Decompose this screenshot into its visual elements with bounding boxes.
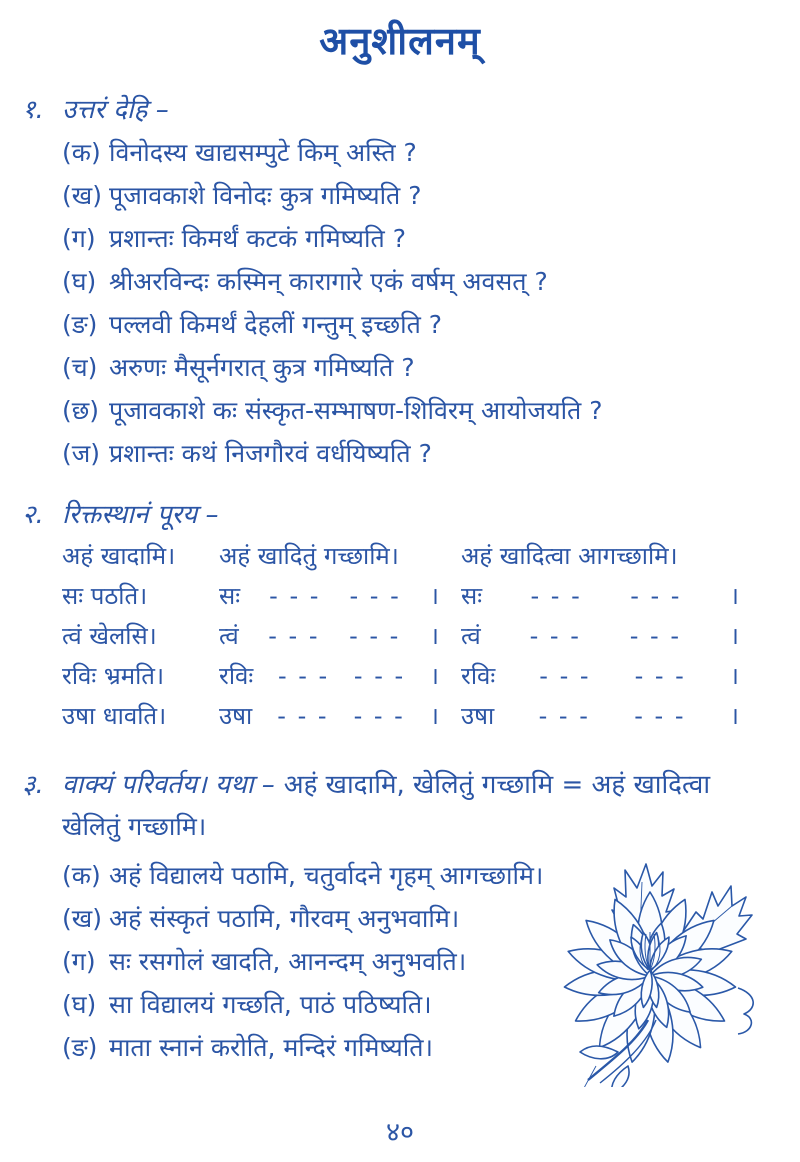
pronoun: त्वं <box>219 622 239 650</box>
table-blank-cell <box>219 661 439 691</box>
item-label: (ज) <box>62 439 101 468</box>
question-item <box>62 308 792 342</box>
question-item <box>62 265 792 299</box>
item-label: (ग) <box>62 224 96 253</box>
section-answer-questions <box>22 90 792 471</box>
table-sentence: त्वं खेलसि। <box>62 622 157 650</box>
item-label: (ङ) <box>62 310 98 339</box>
danda-mark: । <box>729 622 739 650</box>
question-item <box>62 179 792 213</box>
blank-line: - - - <box>268 622 320 650</box>
danda-mark: । <box>429 622 439 650</box>
question-item <box>62 437 792 471</box>
table-blank-cell <box>219 581 439 611</box>
danda-mark: । <box>729 702 739 730</box>
blank-line: - - - <box>530 582 582 610</box>
item-label: (ग) <box>62 947 96 976</box>
pronoun: सः <box>461 582 483 610</box>
danda-mark: । <box>729 582 739 610</box>
pronoun: उषा <box>219 702 253 730</box>
question-item <box>62 222 792 256</box>
pronoun: त्वं <box>461 622 481 650</box>
section1-number: १. <box>22 95 44 125</box>
item-text: पूजावकाशे विनोदः कुत्र गमिष्यति ? <box>109 181 422 210</box>
blank-line: - - - <box>630 582 682 610</box>
item-text: सा विद्यालयं गच्छति, पाठं पठिष्यति। <box>109 990 432 1019</box>
pronoun: सः <box>219 582 241 610</box>
table-blank-cell <box>461 661 739 691</box>
blank-line: - - - <box>277 702 329 730</box>
danda-mark: । <box>429 582 439 610</box>
item-label: (ङ) <box>62 1033 98 1062</box>
blank-line: - - - <box>529 622 581 650</box>
pronoun: रविः <box>219 662 254 690</box>
section1-heading <box>22 90 792 126</box>
section2-heading-text: रिक्तस्थानं पूरय – <box>62 500 219 530</box>
blank-line: - - - <box>349 582 401 610</box>
blank-line: - - - <box>269 582 321 610</box>
fill-blank-table <box>62 541 792 741</box>
section3-heading <box>22 765 792 801</box>
section3-number: ३. <box>22 770 44 800</box>
item-text: अरुणः मैसूर्नगरात् कुत्र गमिष्यति ? <box>109 353 415 382</box>
blank-line: - - - <box>634 702 686 730</box>
item-label: (च) <box>62 353 98 382</box>
table-blank-cell <box>461 581 739 611</box>
item-text: माता स्नानं करोति, मन्दिरं गमिष्यति। <box>109 1033 434 1062</box>
blank-line: - - - <box>629 622 681 650</box>
danda-mark: । <box>729 662 739 690</box>
blank-line: - - - <box>538 702 590 730</box>
blank-line: - - - <box>349 622 401 650</box>
danda-mark: । <box>429 702 439 730</box>
item-label: (ख) <box>62 181 102 210</box>
question-item <box>62 136 792 170</box>
table-header-cell: अहं खादित्वा आगच्छामि। <box>461 542 678 570</box>
item-label: (घ) <box>62 267 97 296</box>
section2-number: २. <box>22 500 44 530</box>
table-sentence: सः पठति। <box>62 582 148 610</box>
page-number: ४० <box>385 1117 415 1148</box>
item-text: पूजावकाशे कः संस्कृत-सम्भाषण-शिविरम् आयोजयति ? <box>109 396 603 425</box>
pronoun: उषा <box>461 702 495 730</box>
table-header-cell: अहं खादितुं गच्छामि। <box>219 542 399 570</box>
item-text: सः रसगोलं खादति, आनन्दम् अनुभवति। <box>109 947 467 976</box>
item-text: प्रशान्तः कथं निजगौरवं वर्धयिष्यति ? <box>109 439 432 468</box>
section2-heading <box>22 495 792 531</box>
blank-line: - - - <box>277 662 330 690</box>
item-text: पल्लवी किमर्थं देहलीं गन्तुम् इच्छति ? <box>109 310 443 339</box>
item-label: (क) <box>62 861 101 890</box>
blank-line: - - - <box>353 662 406 690</box>
item-label: (घ) <box>62 990 97 1019</box>
section3-example: अहं खादामि, खेलितुं गच्छामि = अहं खादित्वा <box>283 770 711 800</box>
table-sentence: उषा धावति। <box>62 702 167 730</box>
section1-heading-text: उत्तरं देहि – <box>62 95 169 125</box>
page-title: अनुशीलनम् <box>319 19 481 63</box>
item-label: (छ) <box>62 396 100 425</box>
section-fill-blanks <box>22 495 792 741</box>
item-text: विनोदस्य खाद्यसम्पुटे किम् अस्ति ? <box>109 138 417 167</box>
question-item <box>62 351 792 385</box>
table-header-cell: अहं खादामि। <box>62 542 176 570</box>
item-label: (क) <box>62 138 101 167</box>
question-item <box>62 394 792 428</box>
table-sentence: रविः भ्रमति। <box>62 662 165 690</box>
blank-line: - - - <box>353 702 405 730</box>
danda-mark: । <box>429 662 439 690</box>
blank-line: - - - <box>634 662 686 690</box>
item-text: प्रशान्तः किमर्थं कटकं गमिष्यति ? <box>109 224 406 253</box>
item-text: श्रीअरविन्दः कस्मिन् कारागारे एकं वर्षम् अवसत् ? <box>109 267 548 296</box>
dahlia-flower-illustration <box>500 852 800 1087</box>
section3-heading-text: वाक्यं परिवर्तय। यथा – <box>62 770 275 800</box>
section3-example-continuation: खेलितुं गच्छामि। <box>62 812 207 841</box>
item-label: (ख) <box>62 904 102 933</box>
table-blank-cell <box>219 621 439 651</box>
table-blank-cell <box>461 621 739 651</box>
pronoun: रविः <box>461 662 496 690</box>
blank-line: - - - <box>539 662 591 690</box>
table-blank-cell <box>461 701 739 731</box>
table-blank-cell <box>219 701 439 731</box>
flower-drawing-svg <box>500 852 800 1087</box>
item-text: अहं विद्यालये पठामि, चतुर्वादने गृहम् आगच्छामि। <box>109 861 544 890</box>
item-text: अहं संस्कृतं पठामि, गौरवम् अनुभवामि। <box>109 904 460 933</box>
